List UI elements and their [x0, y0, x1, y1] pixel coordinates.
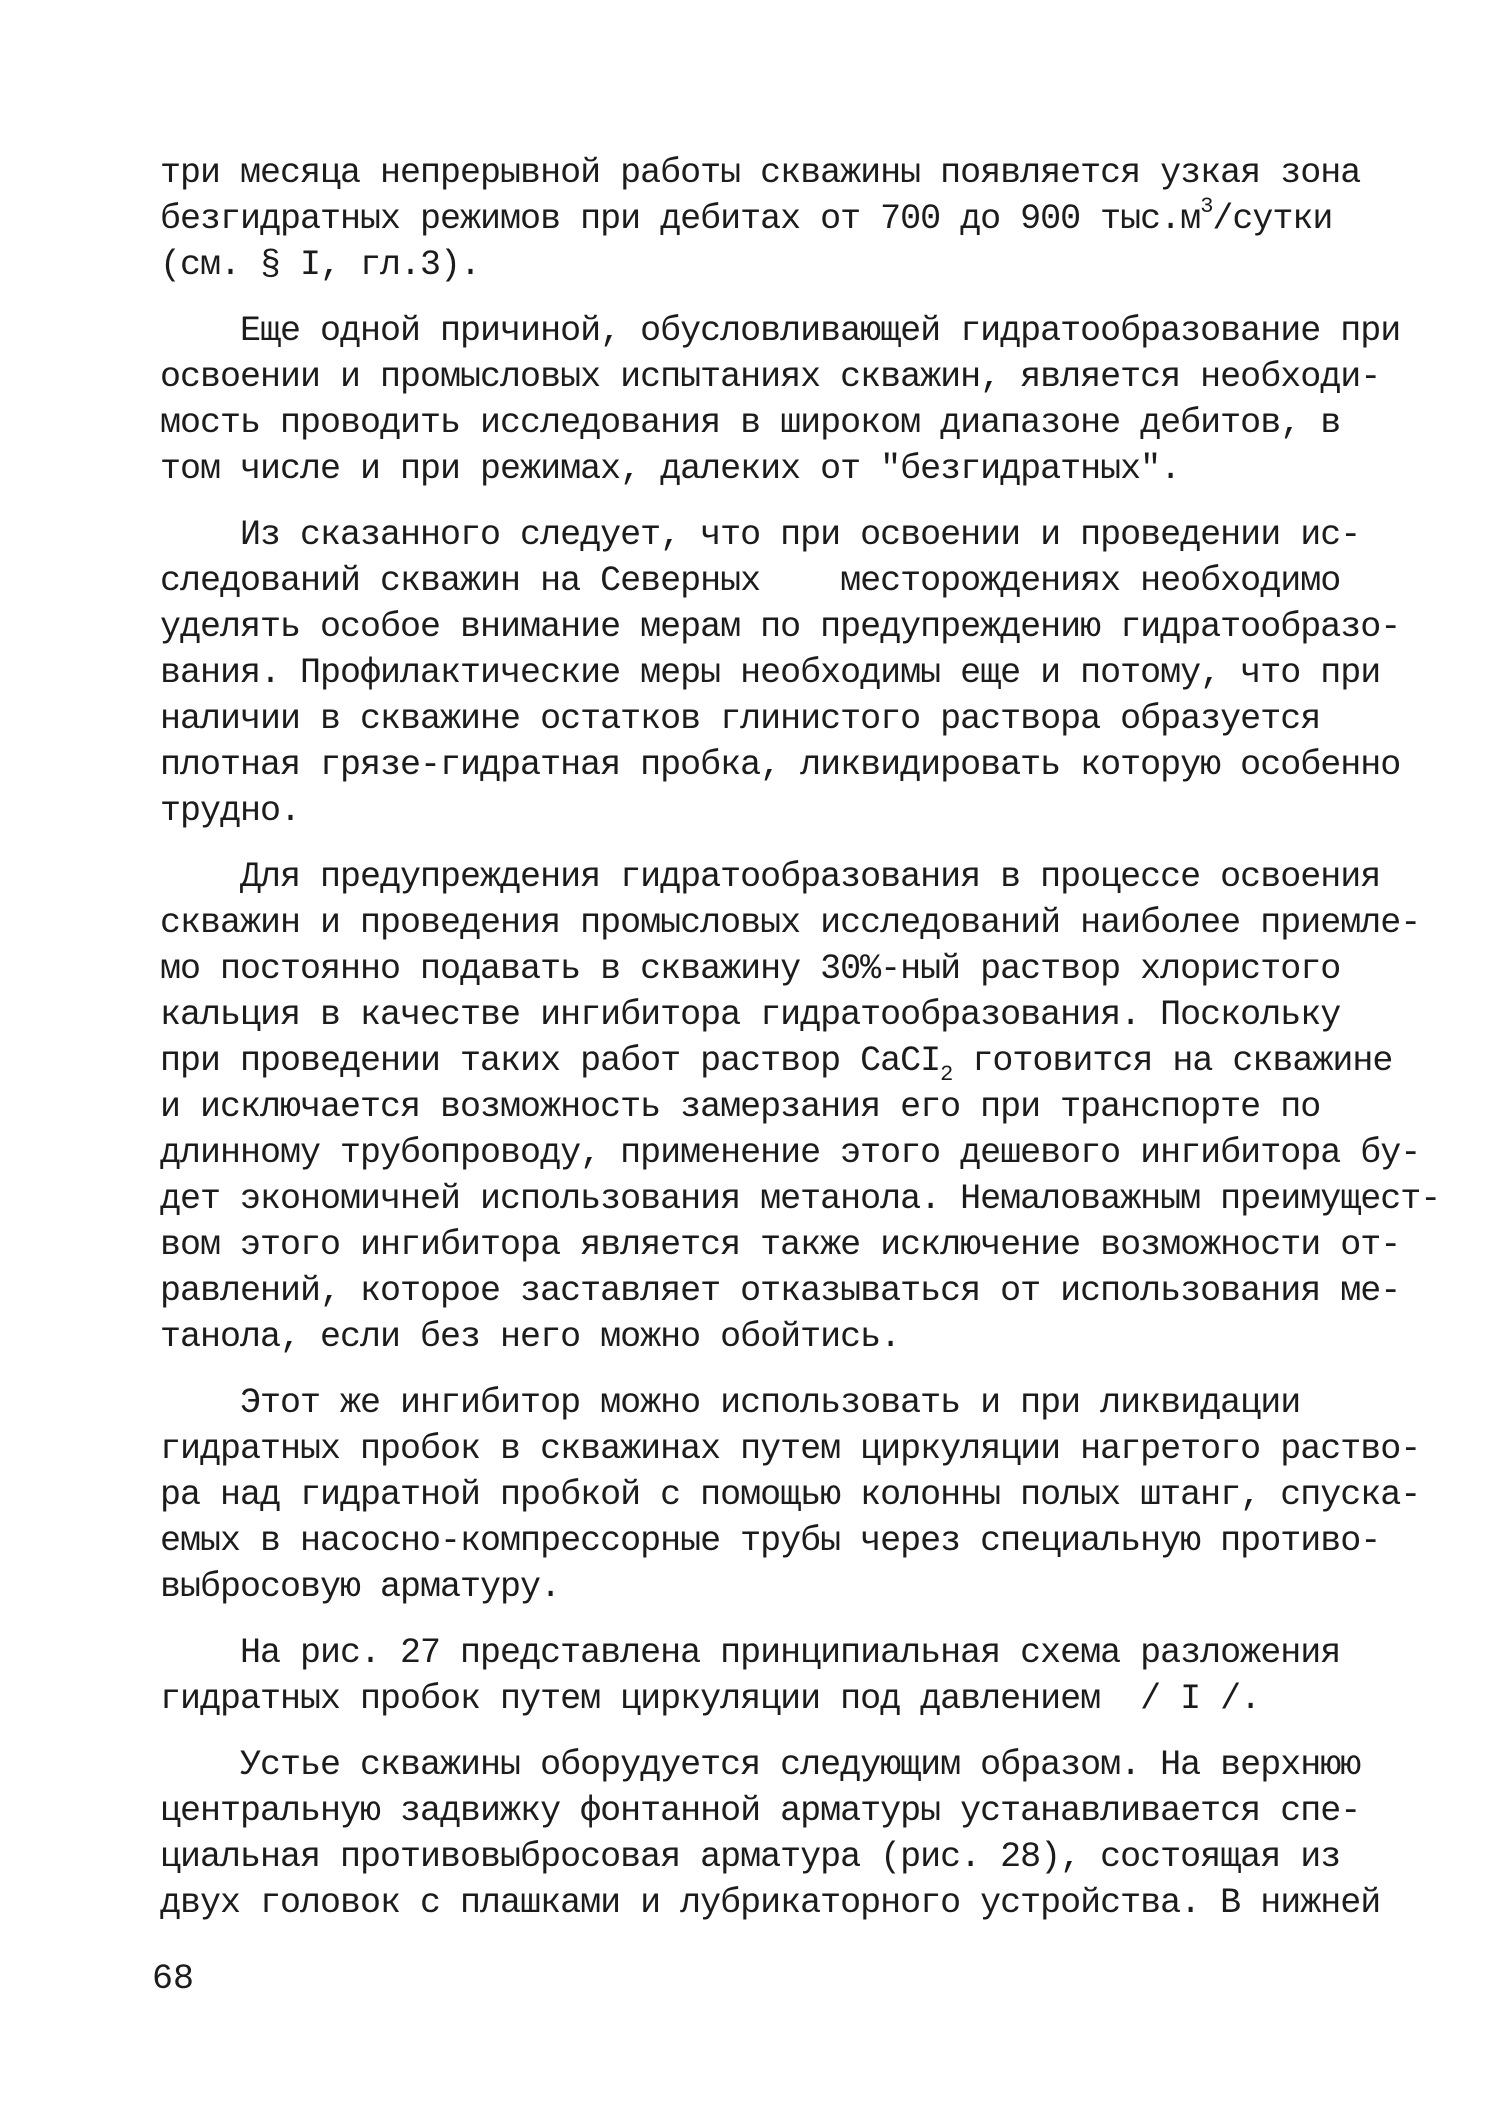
text-line: центральную задвижку фонтанной арматуры устанавливается спе-: [160, 1791, 1361, 1831]
text-line: На рис. 27 представлена принципиальная схема разложения: [160, 1633, 1341, 1673]
text-line: освоении и промысловых испытаниях скважин, является необходи-: [160, 357, 1381, 397]
text-line: том числе и при режимах, далеких от "безгидратных".: [160, 449, 1181, 489]
text-line: наличии в скважине остатков глинистого раствора образуется: [160, 699, 1321, 739]
text-line: Устье скважины оборудуется следующим образом. На верхнюю: [160, 1745, 1361, 1785]
text-line: трудно.: [160, 791, 301, 831]
text-line: Этот же ингибитор можно использовать и при ликвидации: [160, 1383, 1301, 1423]
paragraph-7: [160, 1742, 1390, 1926]
text-line: циальная противовыбросовая арматура (рис. 28), состоящая из: [160, 1837, 1341, 1877]
text-line: [160, 1038, 1393, 1087]
text-line: (см. § I, гл.3).: [160, 245, 481, 285]
text-line: [160, 196, 1390, 242]
text-line: дет экономичней использования метанола. Немаловажным преимущест-: [160, 1179, 1441, 1219]
text-run: /сутки: [1212, 199, 1333, 239]
text-line: вом этого ингибитора является также исключение возможности от-: [160, 1225, 1401, 1265]
body-text: [160, 150, 1441, 1946]
text-line: следований скважин на Северных месторождениях необходимо: [160, 561, 1341, 601]
text-line: равлений, которое заставляет отказываться от использования ме-: [160, 1271, 1401, 1311]
page-number: 68: [152, 1959, 195, 1999]
text-line: длинному трубопроводу, применение этого дешевого ингибитора бу-: [160, 1133, 1421, 1173]
paragraph-1: [160, 150, 1390, 288]
text-line: ра над гидратной пробкой с помощью колонны полых штанг, спуска-: [160, 1475, 1421, 1515]
text-line: скважин и проведения промысловых исследований наиболее приемле-: [160, 903, 1421, 943]
text-run: при проведении таких работ раствор CaCI: [160, 1041, 941, 1081]
text-line: Из сказанного следует, что при освоении и проведении ис-: [160, 515, 1361, 555]
subscript: 2: [940, 1062, 953, 1087]
text-line: уделять особое внимание мерам по предупреждению гидратообразо-: [160, 607, 1401, 647]
text-line: кальция в качестве ингибитора гидратообразования. Поскольку: [160, 995, 1341, 1035]
text-run: безгидратных режимов при дебитах от 700 до 900 тыс.м: [160, 199, 1201, 239]
text-line: емых в насосно-компрессорные трубы через специальную противо-: [160, 1521, 1381, 1561]
text-line: вания. Профилактические меры необходимы еще и потому, что при: [160, 653, 1381, 693]
text-line: гидратных пробок путем циркуляции под давлением / I /.: [160, 1679, 1261, 1719]
paragraph-2: [160, 308, 1401, 492]
text-line: Еще одной причиной, обусловливающей гидратообразование при: [160, 311, 1401, 351]
text-run: готовится на скважине: [952, 1041, 1393, 1081]
paragraph-3: [160, 512, 1401, 834]
superscript: 3: [1200, 194, 1213, 219]
text-line: мо постоянно подавать в скважину 30%-ный раствор хлористого: [160, 949, 1341, 989]
text-line: плотная грязе-гидратная пробка, ликвидировать которую особенно: [160, 745, 1401, 785]
text-line: гидратных пробок в скважинах путем циркуляции нагретого раство-: [160, 1429, 1421, 1469]
text-line: три месяца непрерывной работы скважины появляется узкая зона: [160, 153, 1361, 193]
paragraph-4: [160, 854, 1441, 1360]
paragraph-5: [160, 1380, 1421, 1610]
text-line: и исключается возможность замерзания его при транспорте по: [160, 1087, 1321, 1127]
paragraph-6: [160, 1630, 1390, 1722]
text-line: двух головок с плашками и лубрикаторного устройства. В нижней: [160, 1883, 1381, 1923]
text-line: мость проводить исследования в широком диапазоне дебитов, в: [160, 403, 1341, 443]
text-line: выбросовую арматуру.: [160, 1567, 561, 1607]
text-line: танола, если без него можно обойтись.: [160, 1317, 901, 1357]
text-line: Для предупреждения гидратообразования в процессе освоения: [160, 857, 1381, 897]
